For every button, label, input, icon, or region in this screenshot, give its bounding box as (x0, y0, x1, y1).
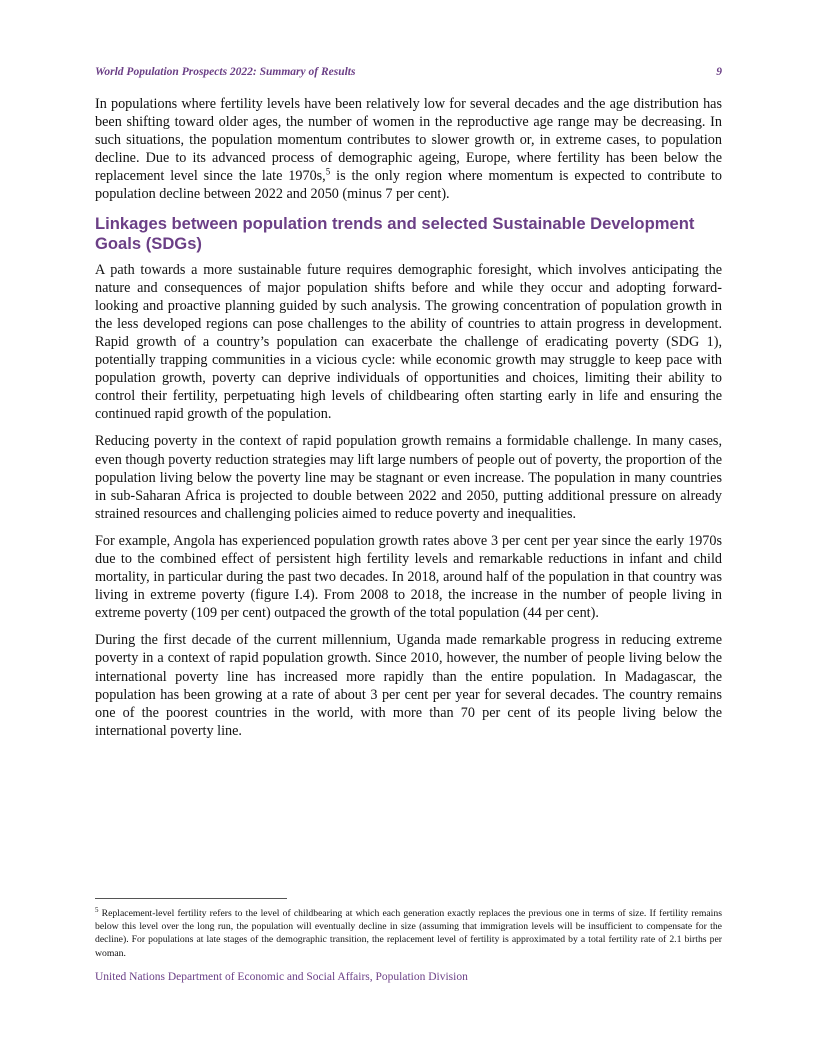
section-heading: Linkages between population trends and selected Sustainable Development Goals (SDGs) (95, 213, 695, 254)
main-text (95, 95, 722, 749)
footnote (95, 907, 722, 960)
footnote-separator (95, 898, 287, 899)
paragraph-reducing-poverty: Reducing poverty in the context of rapid population growth remains a formidable challenge. In many cases, even though poverty reduction strategies may lift large numbers of people out of poverty, the proportion of the population living below the poverty line may be stagnant or even increase. The population in many countries in sub-Saharan Africa is projected to double between 2022 and 2050, putting additional pressure on already strained resources and challenging policies aimed to reduce poverty and inequalities. (95, 433, 722, 522)
page-number: 9 (716, 66, 722, 78)
running-header (95, 66, 722, 82)
footnote-text: Replacement-level fertility refers to the level of childbearing at which each generation exactly replaces the previous one in terms of size. If fertility remains below this level over the long run, the population will eventually decline in size (assuming that immigration levels will be insufficient to compensate for the decline). For populations at late stages of the demographic transition, the replacement level of fertility is approximated by a total fertility rate of 2.1 births per woman. (95, 908, 722, 959)
page-footer: United Nations Department of Economic and Social Affairs, Population Division (95, 971, 468, 983)
paragraph-momentum-text-b: is the only region where momentum is expected to contribute to population decline between 2022 and 2050 (minus 7 per cent). (95, 168, 723, 203)
paragraph-momentum-text-a: In populations where fertility levels have been relatively low for several decades and the age distribution has been shifting toward older ages, the number of women in the reproductive age range may be decreasing. In such situations, the population momentum contributes to slower growth or, in extreme cases, to population decline. Due to its advanced process of demographic ageing, Europe, where fertility has been below the replacement level since the late 1970s, (95, 96, 722, 185)
footnote-reference[interactable]: 5 (325, 166, 331, 177)
running-header-title: World Population Prospects 2022: Summary of Results (95, 66, 356, 78)
paragraph-sustainable-future: A path towards a more sustainable future requires demographic foresight, which involves anticipating the nature and consequences of major population shifts before and while they occur and adopting forward-looking and proactive planning guided by such analysis. The growing concentration of population growth in the less developed regions can pose challenges to the ability of countries to attain progress in development. Rapid growth of a country’s population can exacerbate the challenge of eradicating poverty (SDG 1), potentially trapping communities in a vicious cycle: while economic growth may struggle to keep pace with population growth, poverty can deprive individuals of opportunities and choices, limiting their ability to control their fertility, perpetuating high levels of childbearing often starting early in life and ensuring the continued rapid growth of the population. (95, 261, 722, 423)
footnote-marker: 5 (95, 905, 99, 914)
paragraph-uganda-madagascar: During the first decade of the current millennium, Uganda made remarkable progress in reducing extreme poverty in a context of rapid population growth. Since 2010, however, the number of people living below the international poverty line has increased more rapidly than the entire population. In Madagascar, the population has been growing at a rate of about 3 per cent per year for several decades. The country remains one of the poorest countries in the world, with more than 70 per cent of its people living below the international poverty line. (95, 632, 722, 739)
paragraph-momentum (95, 95, 722, 204)
paragraph-angola: For example, Angola has experienced population growth rates above 3 per cent per year since the early 1970s due to the combined effect of persistent high fertility levels and remarkable reductions in infant and child mortality, in particular during the past two decades. In 2018, around half of the population in that country was living in extreme poverty (figure I.4). From 2008 to 2018, the increase in the number of people living in extreme poverty (109 per cent) outpaced the growth of the total population (44 per cent). (95, 532, 722, 622)
